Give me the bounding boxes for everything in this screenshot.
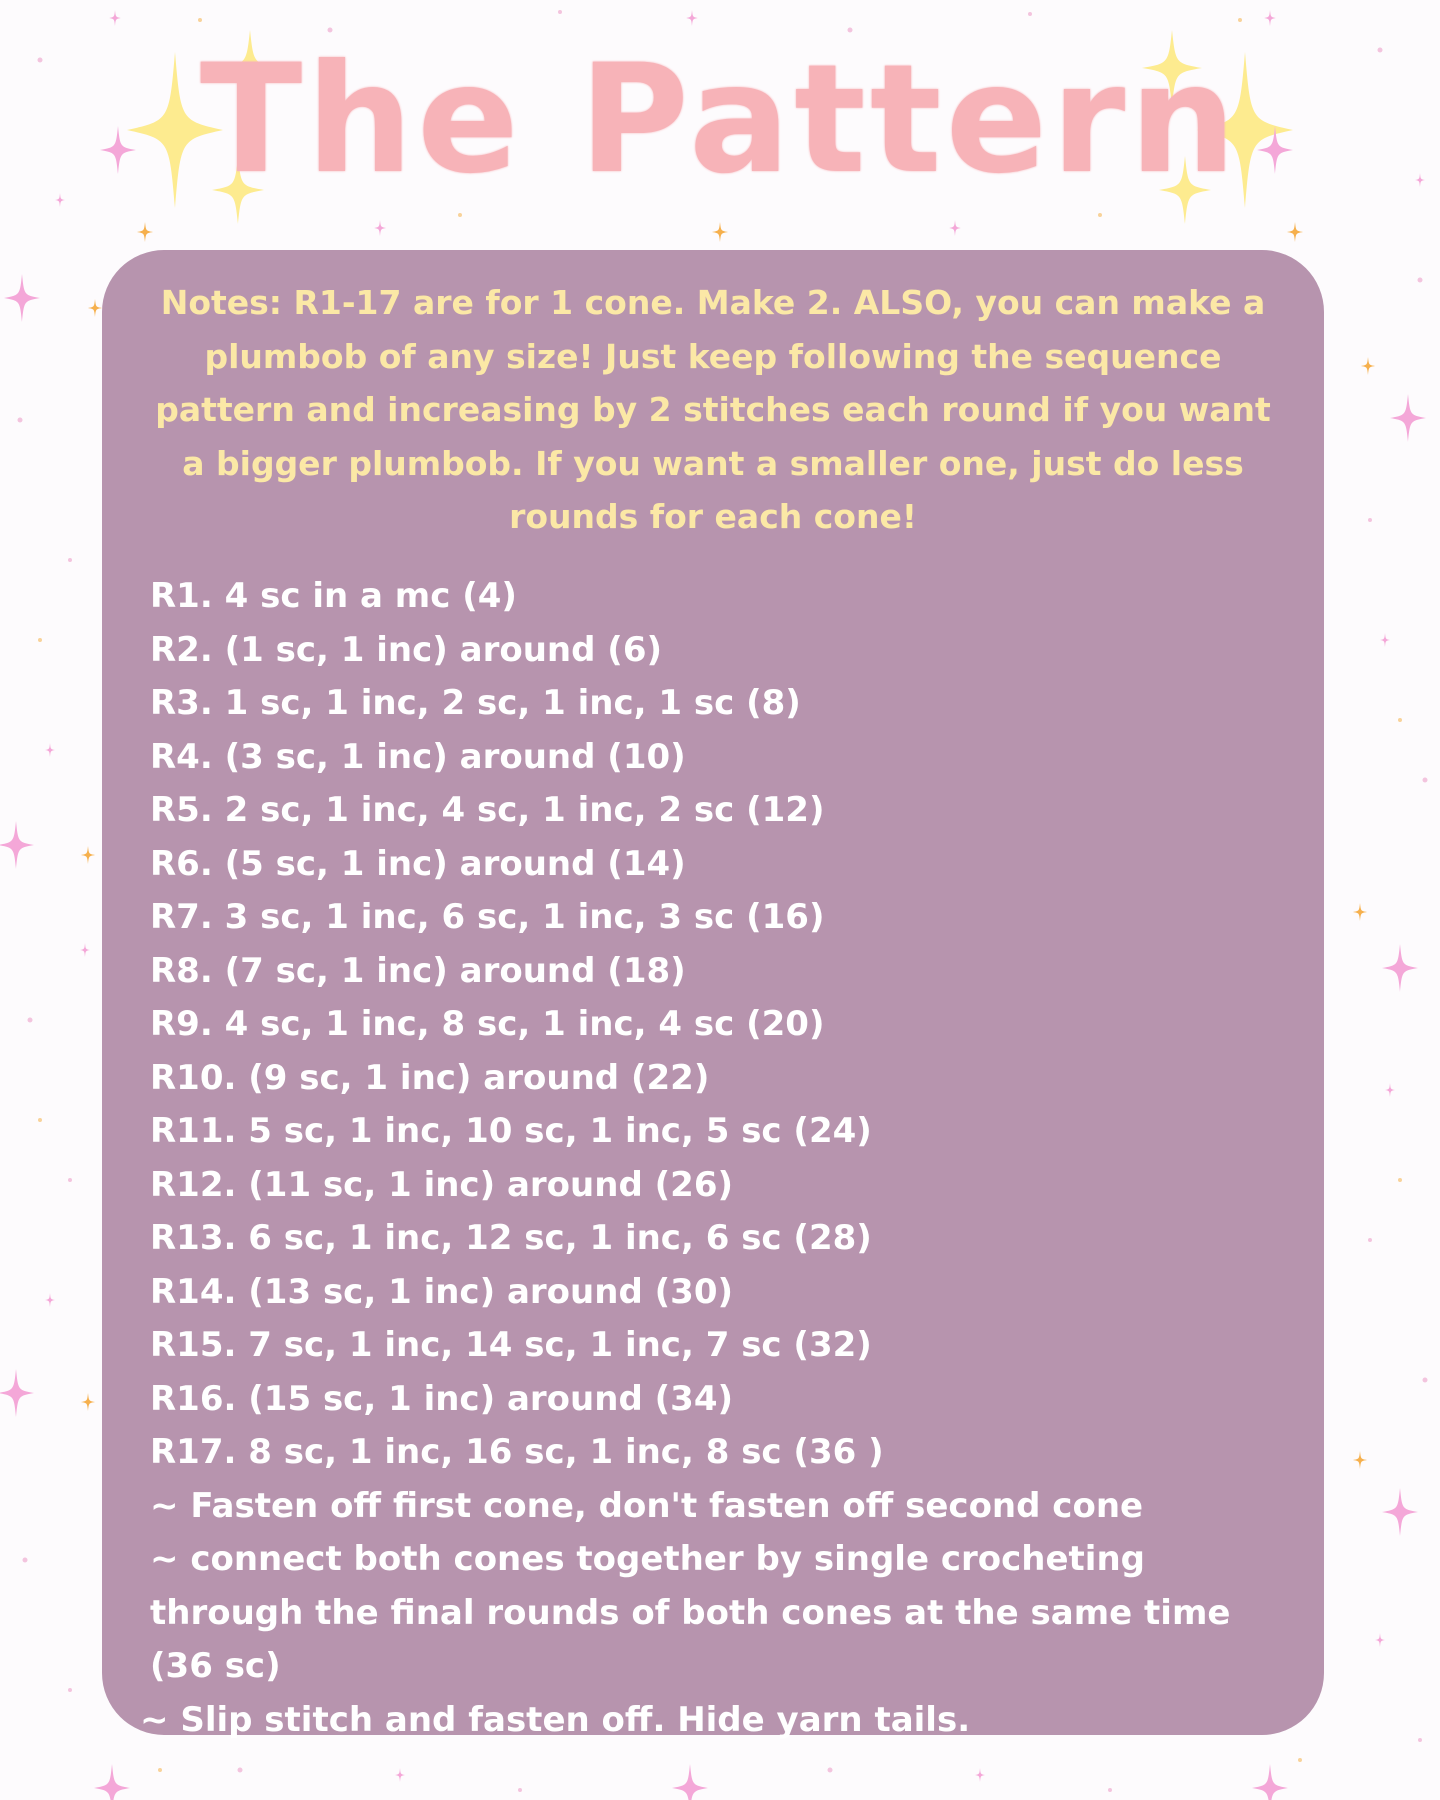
step-item: R17. 8 sc, 1 inc, 16 sc, 1 inc, 8 sc (36 )	[150, 1432, 884, 1472]
step-item: R16. (15 sc, 1 inc) around (34)	[150, 1378, 734, 1419]
step-item: R14. (13 sc, 1 inc) around (30)	[150, 1271, 734, 1312]
sparkle-icon	[712, 222, 728, 242]
sparkle-icon	[81, 1393, 95, 1411]
sparkle-icon	[1380, 633, 1390, 647]
sparkle-icon	[975, 1768, 985, 1782]
sparkle-icon	[94, 1764, 130, 1800]
sparkle-icon	[1361, 357, 1375, 375]
sparkle-icon	[1252, 1764, 1288, 1800]
sparkle-icon	[1375, 1633, 1385, 1647]
sparkle-icon	[109, 10, 121, 26]
sparkle-icon	[81, 846, 95, 864]
step-item: R7. 3 sc, 1 inc, 6 sc, 1 inc, 3 sc (16)	[150, 897, 825, 937]
step-item: R6. (5 sc, 1 inc) around (14)	[150, 843, 686, 884]
sparkle-icon	[1390, 394, 1426, 442]
step-item: R5. 2 sc, 1 inc, 4 sc, 1 inc, 2 sc (12)	[150, 790, 825, 830]
sparkle-icon	[1382, 1488, 1418, 1536]
sparkle-icon	[137, 222, 153, 242]
step-item: R4. (3 sc, 1 inc) around (10)	[150, 736, 686, 777]
step-item: R15. 7 sc, 1 inc, 14 sc, 1 inc, 7 sc (32)	[150, 1325, 872, 1365]
pattern-steps	[140, 570, 1300, 1747]
sparkle-icon	[1385, 1083, 1395, 1097]
sparkle-icon	[395, 1768, 405, 1782]
sparkle-icon	[80, 943, 90, 957]
sparkle-icon	[672, 1764, 708, 1800]
step-item: R11. 5 sc, 1 inc, 10 sc, 1 inc, 5 sc (24)	[150, 1111, 872, 1151]
sparkle-icon	[949, 220, 961, 236]
step-item: ~ Fasten off first cone, don't fasten off second cone	[150, 1485, 1144, 1526]
sparkle-icon	[1353, 1451, 1367, 1469]
sparkle-icon	[1382, 944, 1418, 992]
sparkle-icon	[374, 220, 386, 236]
sparkle-icon	[45, 1293, 55, 1307]
step-item: R3. 1 sc, 1 inc, 2 sc, 1 inc, 1 sc (8)	[150, 683, 801, 723]
sparkle-icon	[1264, 10, 1276, 26]
sparkle-icon	[45, 743, 55, 757]
step-item: R10. (9 sc, 1 inc) around (22)	[150, 1057, 710, 1098]
sparkle-icon	[686, 10, 698, 26]
sparkle-icon	[4, 274, 40, 322]
step-item: R1. 4 sc in a mc (4)	[150, 576, 517, 616]
step-item: R13. 6 sc, 1 inc, 12 sc, 1 inc, 6 sc (28)	[150, 1218, 872, 1258]
step-item: ~ connect both cones together by single crocheting through the final rounds of both cones at the same time (36 sc)	[150, 1539, 1231, 1686]
sparkle-icon	[1353, 903, 1367, 921]
step-item: R8. (7 sc, 1 inc) around (18)	[150, 950, 686, 991]
sparkle-icon	[88, 299, 102, 317]
step-item: R2. (1 sc, 1 inc) around (6)	[150, 629, 663, 670]
sparkle-icon	[0, 1369, 34, 1417]
pattern-card	[102, 250, 1324, 1740]
sparkle-icon	[0, 821, 34, 869]
step-item: ~ Slip stitch and fasten off. Hide yarn tails.	[140, 1699, 971, 1740]
page-title: The Pattern	[199, 33, 1241, 207]
pattern-notes: Notes: R1-17 are for 1 cone. Make 2. ALSO, you can make a plumbob of any size! Just keep following the sequence pattern and increasing by 2 stitches each round if you want a bigger plumbob. If you want a smaller one, just do less rounds for each cone!	[155, 283, 1271, 536]
sparkle-icon	[1287, 222, 1303, 242]
step-item: R12. (11 sc, 1 inc) around (26)	[150, 1164, 734, 1205]
step-item: R9. 4 sc, 1 inc, 8 sc, 1 inc, 4 sc (20)	[150, 1004, 825, 1044]
